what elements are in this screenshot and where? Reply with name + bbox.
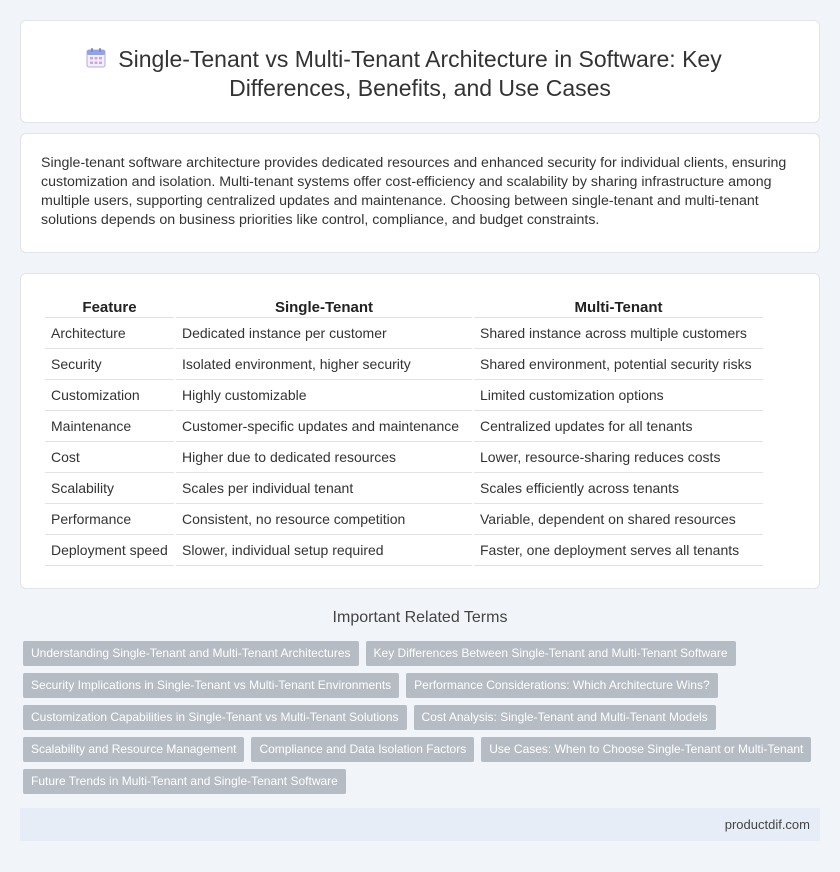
table-row bbox=[45, 535, 763, 566]
related-term-link[interactable]: Understanding Single-Tenant and Multi-Tenant Architectures bbox=[23, 641, 359, 666]
header-card bbox=[20, 20, 820, 123]
row-single-tenant: Highly customizable bbox=[176, 380, 472, 411]
row-feature: Scalability bbox=[45, 473, 174, 504]
related-terms-title: Important Related Terms bbox=[332, 609, 508, 626]
related-term-link[interactable]: Use Cases: When to Choose Single-Tenant or Multi-Tenant bbox=[481, 737, 811, 762]
row-feature: Architecture bbox=[45, 318, 174, 349]
row-feature: Customization bbox=[45, 380, 174, 411]
row-multi-tenant: Shared environment, potential security risks bbox=[474, 349, 763, 380]
row-multi-tenant: Shared instance across multiple customers bbox=[474, 318, 763, 349]
comparison-card bbox=[20, 273, 820, 589]
page-title: Single-Tenant vs Multi-Tenant Architecture in Software: Key Differences, Benefits, and Use Cases bbox=[118, 46, 722, 101]
related-terms-list bbox=[23, 641, 823, 794]
row-multi-tenant: Limited customization options bbox=[474, 380, 763, 411]
row-single-tenant: Dedicated instance per customer bbox=[176, 318, 472, 349]
row-feature: Performance bbox=[45, 504, 174, 535]
related-term-link[interactable]: Performance Considerations: Which Architecture Wins? bbox=[406, 673, 717, 698]
table-row bbox=[45, 349, 763, 380]
row-feature: Security bbox=[45, 349, 174, 380]
table-row bbox=[45, 318, 763, 349]
table-row bbox=[45, 473, 763, 504]
footer-site-link[interactable]: productdif.com bbox=[724, 817, 810, 832]
table-row bbox=[45, 504, 763, 535]
row-multi-tenant: Variable, dependent on shared resources bbox=[474, 504, 763, 535]
row-single-tenant: Scales per individual tenant bbox=[176, 473, 472, 504]
related-term-link[interactable]: Future Trends in Multi-Tenant and Single-Tenant Software bbox=[23, 769, 346, 794]
row-single-tenant: Higher due to dedicated resources bbox=[176, 442, 472, 473]
row-multi-tenant: Lower, resource-sharing reduces costs bbox=[474, 442, 763, 473]
table-row bbox=[45, 380, 763, 411]
row-multi-tenant: Centralized updates for all tenants bbox=[474, 411, 763, 442]
related-term-link[interactable]: Customization Capabilities in Single-Tenant vs Multi-Tenant Solutions bbox=[23, 705, 407, 730]
row-feature: Maintenance bbox=[45, 411, 174, 442]
header-feature: Feature bbox=[45, 294, 174, 318]
summary-card bbox=[20, 133, 820, 253]
footer bbox=[20, 808, 820, 841]
comparison-table bbox=[43, 294, 765, 566]
row-feature: Deployment speed bbox=[45, 535, 174, 566]
related-term-link[interactable]: Security Implications in Single-Tenant vs Multi-Tenant Environments bbox=[23, 673, 399, 698]
header-multi-tenant: Multi-Tenant bbox=[474, 294, 763, 318]
related-term-link[interactable]: Compliance and Data Isolation Factors bbox=[251, 737, 474, 762]
table-header-row bbox=[45, 294, 763, 318]
row-single-tenant: Customer-specific updates and maintenance bbox=[176, 411, 472, 442]
table-row bbox=[45, 442, 763, 473]
related-term-link[interactable]: Cost Analysis: Single-Tenant and Multi-Tenant Models bbox=[414, 705, 716, 730]
summary-text: Single-tenant software architecture provides dedicated resources and enhanced security for individual clients, ensuring customization and isolation. Multi-tenant systems offer cost-efficiency and scalability by sharing infrastructure among multiple users, supporting centralized updates and maintenance. Choosing between single-tenant and multi-tenant solutions depends on business priorities like control, compliance, and budget constraints. bbox=[41, 155, 787, 228]
row-single-tenant: Slower, individual setup required bbox=[176, 535, 472, 566]
row-feature: Cost bbox=[45, 442, 174, 473]
header-single-tenant: Single-Tenant bbox=[176, 294, 472, 318]
row-single-tenant: Consistent, no resource competition bbox=[176, 504, 472, 535]
related-term-link[interactable]: Key Differences Between Single-Tenant and Multi-Tenant Software bbox=[366, 641, 736, 666]
row-multi-tenant: Faster, one deployment serves all tenants bbox=[474, 535, 763, 566]
related-term-link[interactable]: Scalability and Resource Management bbox=[23, 737, 244, 762]
table-row bbox=[45, 411, 763, 442]
row-multi-tenant: Scales efficiently across tenants bbox=[474, 473, 763, 504]
row-single-tenant: Isolated environment, higher security bbox=[176, 349, 472, 380]
